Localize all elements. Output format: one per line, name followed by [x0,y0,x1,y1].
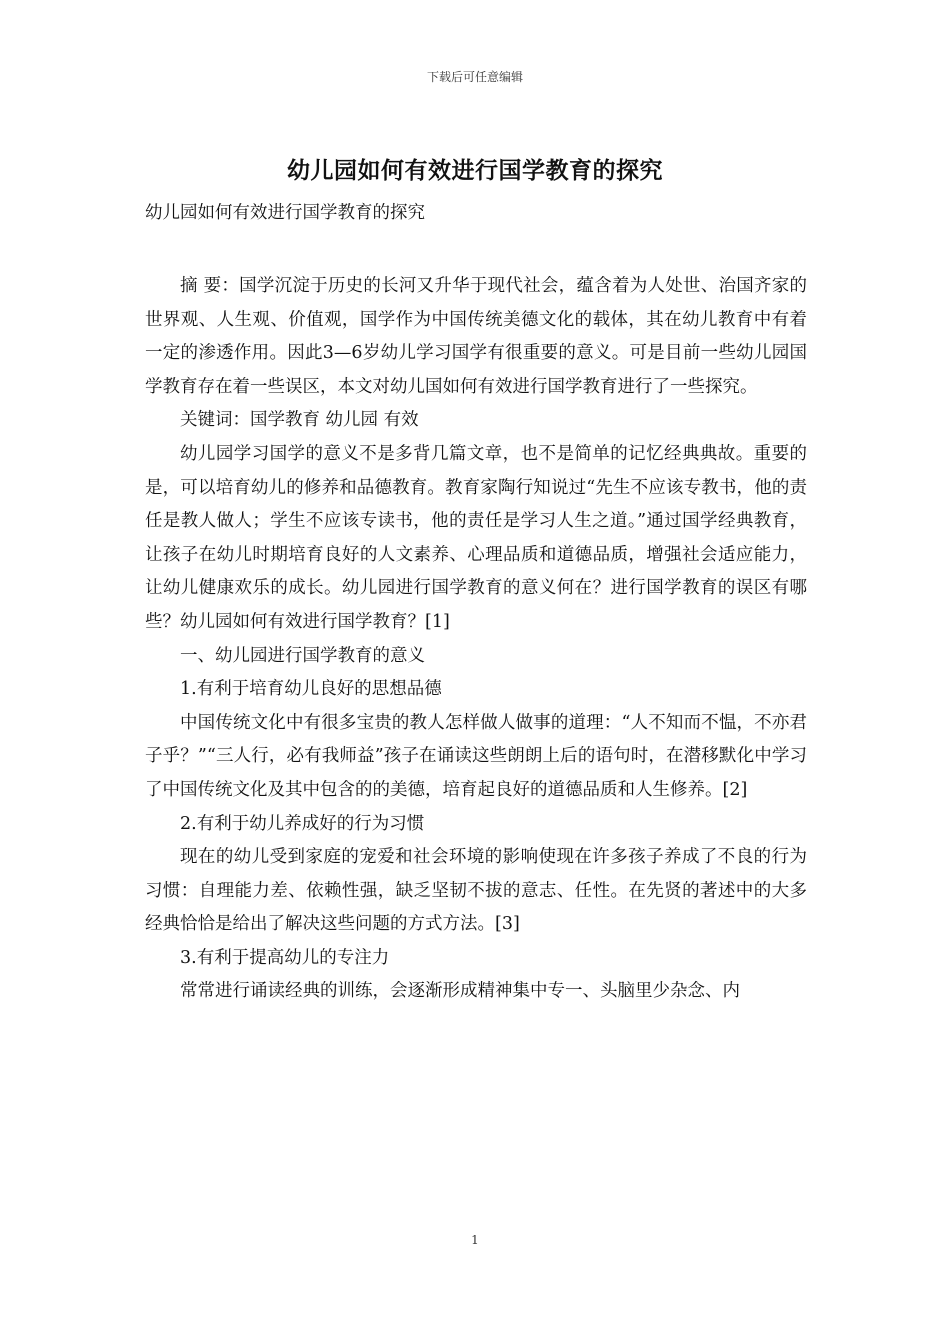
point-paragraph-3: 常常进行诵读经典的训练，会逐渐形成精神集中专一、头脑里少杂念、内 [180,981,740,1002]
document-subtitle: 幼儿园如何有效进行国学教育的探究 [145,203,425,223]
keywords-line: 关键词：国学教育 幼儿园 有效 [180,410,419,431]
point-heading-3: 3.有利于提高幼儿的专注力 [180,947,390,968]
header-note: 下载后可任意编辑 [426,70,523,84]
intro-paragraph: 幼儿园学习国学的意义不是多背几篇文章，也不是简单的记忆经典典故。重要的是，可以培育幼儿的修养和品德教育。教育家陶行知说过“先生不应该专教书，他的责任是教人做人；学生不应该专读书，他的责任是学习人生之道。”通过国学经典教育，让孩子在幼儿时期培育良好的人文素养、心理品质和道德品质，增强社会适应能力，让幼儿健康欢乐的成长。幼儿园进行国学教育的意义何在？进行国学教育的误区有哪些？幼儿园如何有效进行国学教育？[1] [145,443,807,632]
point-heading-2: 2.有利于幼儿养成好的行为习惯 [180,813,425,834]
document-body [145,270,807,1009]
point-paragraph-2: 现在的幼儿受到家庭的宠爱和社会环境的影响使现在许多孩子养成了不良的行为习惯：自理能力差、依赖性强，缺乏坚韧不拔的意志、任性。在先贤的著述中的大多经典恰恰是给出了解决这些问题的方式方法。[3] [145,847,807,935]
document-title: 幼儿园如何有效进行国学教育的探究 [287,157,663,184]
page-number: 1 [471,1233,479,1247]
point-heading-1: 1.有利于培育幼儿良好的思想品德 [180,679,442,700]
section-heading: 一、幼儿园进行国学教育的意义 [180,645,425,666]
abstract-paragraph: 摘 要：国学沉淀于历史的长河又升华于现代社会，蕴含着为人处世、治国齐家的世界观、人生观、价值观，国学作为中国传统美德文化的载体，其在幼儿教育中有着一定的渗透作用。因此3—6岁幼儿学习国学有很重要的意义。可是目前一些幼儿园国学教育存在着一些误区，本文对幼儿国如何有效进行国学教育进行了一些探究。 [145,276,807,397]
point-paragraph-1: 中国传统文化中有很多宝贵的教人怎样做人做事的道理：“人不知而不愠，不亦君子乎？”“三人行，必有我师益”孩子在诵读这些朗朗上后的语句时，在潜移默化中学习了中国传统文化及其中包含的的美德，培育起良好的道德品质和人生修养。[2] [145,712,807,800]
